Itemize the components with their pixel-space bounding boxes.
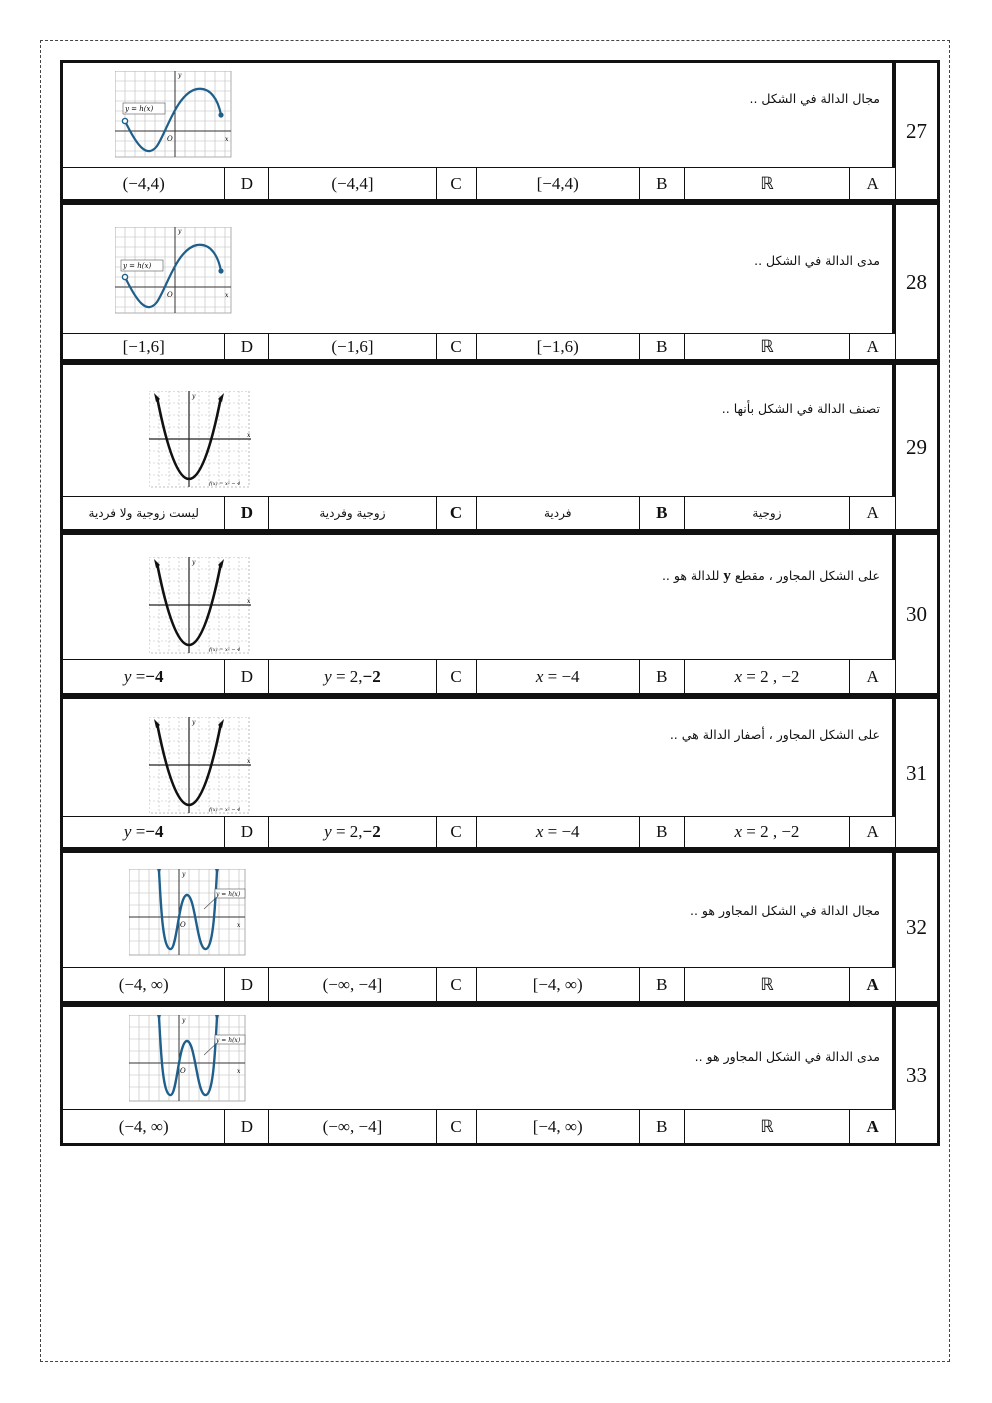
option-a-value[interactable]: ℝ: [685, 334, 850, 359]
question-text-var: y: [723, 568, 731, 584]
option-c-label: C: [437, 817, 477, 847]
question-box: [60, 362, 895, 497]
option-d-value[interactable]: (−4, ∞): [63, 968, 225, 1001]
option-d-label: D: [225, 168, 269, 199]
option-d-label: D: [225, 660, 269, 693]
option-c-value[interactable]: زوجية وفردية: [269, 497, 436, 529]
question-text: مدى الدالة في الشكل ..: [754, 253, 880, 268]
x-axis-label: x: [247, 598, 251, 605]
graph-label: y = h(x): [123, 262, 152, 270]
function-graph: [115, 227, 235, 317]
y-axis-label: y: [178, 72, 182, 79]
x-axis-label: x: [247, 432, 251, 439]
options-row: [60, 817, 895, 850]
options-row: [60, 334, 895, 362]
x-axis-label: x: [237, 922, 241, 929]
option-a-label: A: [866, 336, 879, 356]
option-d-value[interactable]: [−1,6]: [63, 334, 225, 359]
options-row: [60, 660, 895, 696]
question-number: 27: [895, 60, 940, 202]
option-c-value[interactable]: y = 2, −2: [269, 817, 436, 847]
x-axis-label: x: [237, 1068, 241, 1075]
question-box: [60, 696, 895, 817]
option-c-label: C: [437, 334, 477, 359]
option-b-value[interactable]: [−4, ∞): [477, 1110, 640, 1143]
question-box: [60, 60, 895, 168]
y-axis-label: y: [192, 393, 196, 400]
option-c-value[interactable]: y = 2, −2: [269, 660, 436, 693]
options-row: [60, 497, 895, 532]
option-a-label: A: [866, 974, 879, 994]
function-graph: [149, 391, 255, 491]
y-axis-label: y: [192, 559, 196, 566]
question-33: [60, 1004, 940, 1146]
option-d-label: D: [225, 968, 269, 1001]
option-b-label: B: [640, 817, 685, 847]
option-c-label: C: [437, 1110, 477, 1143]
option-a-value[interactable]: ℝ: [685, 968, 850, 1001]
option-a-value[interactable]: x = 2 , −2: [685, 817, 850, 847]
graph-label: y = h(x): [216, 891, 241, 898]
option-c-label: C: [437, 968, 477, 1001]
option-a-label: A: [866, 666, 879, 686]
question-text: مجال الدالة في الشكل المجاور هو ..: [690, 903, 880, 918]
graph-label: y = h(x): [125, 105, 154, 113]
options-row: [60, 168, 895, 202]
question-27: [60, 60, 940, 202]
question-number: 28: [895, 202, 940, 362]
option-d-value[interactable]: (−4, ∞): [63, 1110, 225, 1143]
function-graph: [115, 71, 235, 161]
option-d-value[interactable]: ليست زوجية ولا فردية: [63, 497, 225, 529]
function-graph: [149, 557, 255, 657]
y-axis-label: y: [192, 719, 196, 726]
option-c-value[interactable]: (−4,4]: [269, 168, 436, 199]
question-number: 33: [895, 1004, 940, 1146]
x-axis-label: x: [225, 136, 229, 143]
question-32: [60, 850, 940, 1004]
graph-label: y = h(x): [216, 1037, 241, 1044]
option-c-label: C: [437, 497, 477, 529]
options-row: [60, 968, 895, 1004]
graph-label: f(x) = x² − 4: [209, 481, 241, 487]
option-d-value[interactable]: (−4,4): [63, 168, 225, 199]
question-box: [60, 1004, 895, 1110]
question-number: 32: [895, 850, 940, 1004]
option-b-value[interactable]: [−4,4): [477, 168, 640, 199]
y-axis-label: y: [182, 1017, 186, 1024]
option-d-label: D: [225, 817, 269, 847]
option-c-value[interactable]: (−∞, −4]: [269, 1110, 436, 1143]
x-axis-label: x: [247, 758, 251, 765]
question-text: [662, 568, 880, 585]
x-axis-label: x: [225, 292, 229, 299]
question-text-after: للدالة هو ..: [661, 568, 720, 583]
option-b-label: B: [640, 968, 685, 1001]
option-d-value[interactable]: y = −4: [63, 817, 225, 847]
origin-label: O: [180, 1067, 186, 1075]
question-31: [60, 696, 940, 850]
question-text: على الشكل المجاور ، أصفار الدالة هي ..: [669, 727, 880, 742]
option-a-value[interactable]: ℝ: [685, 1110, 850, 1143]
option-c-label: C: [437, 660, 477, 693]
question-29: [60, 362, 940, 532]
option-d-label: D: [225, 334, 269, 359]
y-axis-label: y: [178, 228, 182, 235]
question-number: 29: [895, 362, 940, 532]
function-graph: [129, 1015, 249, 1105]
question-text: مجال الدالة في الشكل ..: [749, 91, 880, 106]
option-b-value[interactable]: [−1,6): [477, 334, 640, 359]
question-text: مدى الدالة في الشكل المجاور هو ..: [694, 1049, 880, 1064]
origin-label: O: [167, 135, 173, 143]
option-b-label: B: [640, 168, 685, 199]
question-box: [60, 532, 895, 660]
option-d-label: D: [225, 497, 269, 529]
origin-label: O: [180, 921, 186, 929]
option-c-value[interactable]: (−1,6]: [269, 334, 436, 359]
option-b-label: B: [640, 660, 685, 693]
option-a-value[interactable]: ℝ: [685, 168, 850, 199]
y-axis-label: y: [182, 871, 186, 878]
origin-label: O: [167, 291, 173, 299]
option-a-label: A: [866, 1116, 879, 1136]
question-30: [60, 532, 940, 696]
question-28: [60, 202, 940, 362]
option-c-label: C: [437, 168, 477, 199]
option-b-value[interactable]: [−4, ∞): [477, 968, 640, 1001]
option-b-label: B: [640, 497, 685, 529]
option-c-value[interactable]: (−∞, −4]: [269, 968, 436, 1001]
function-graph: [129, 869, 249, 959]
option-d-label: D: [225, 1110, 269, 1143]
option-a-label: A: [866, 173, 879, 193]
question-text-before: على الشكل المجاور ، مقطع: [734, 568, 880, 583]
option-d-value[interactable]: y = −4: [63, 660, 225, 693]
option-b-value[interactable]: فردية: [477, 497, 640, 529]
option-b-label: B: [640, 1110, 685, 1143]
option-b-value[interactable]: x = −4: [477, 660, 640, 693]
option-a-label: A: [866, 822, 879, 841]
option-a-value[interactable]: زوجية: [685, 497, 850, 529]
option-a-value[interactable]: x = 2 , −2: [685, 660, 850, 693]
graph-label: f(x) = x² − 4: [209, 647, 241, 653]
question-box: [60, 202, 895, 334]
question-number: 31: [895, 696, 940, 850]
graph-label: f(x) = x² − 4: [209, 807, 241, 813]
function-graph: [149, 717, 255, 817]
option-b-value[interactable]: x = −4: [477, 817, 640, 847]
option-a-label: A: [866, 503, 879, 522]
option-b-label: B: [640, 334, 685, 359]
options-row: [60, 1110, 895, 1146]
question-number: 30: [895, 532, 940, 696]
question-text: تصنف الدالة في الشكل بأنها ..: [721, 401, 880, 416]
question-box: [60, 850, 895, 968]
